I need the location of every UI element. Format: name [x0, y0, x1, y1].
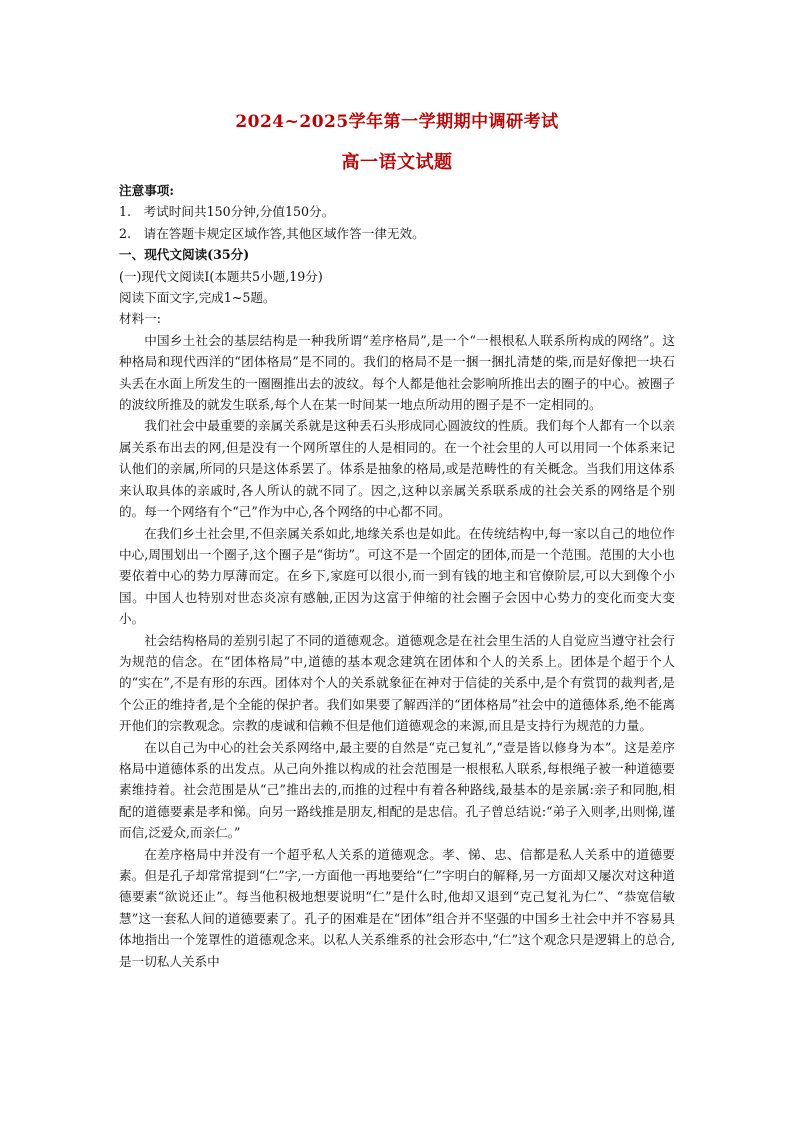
exam-subtitle: 高一语文试题 — [341, 152, 453, 173]
paragraph-2: 我们社会中最重要的亲属关系就是这种丢石头形成同心圆波纹的性质。我们每个人都有一个以亲属关系布出去的网,但是没有一个网所罩住的人是相同的。在一个社会里的人可以用同一个体系来记认他们的亲属,所同的只是这体系罢了。体系是抽象的格局,或是范畴性的有关概念。当我们用这体系来认取具体的亲戚时,各人所认的就不同了。因之,这种以亲属关系联系成的社会关系的网络是个别的。每一个网络有个“己”作为中心,各个网络的中心都不同。 — [119, 418, 675, 520]
notice-heading: 注意事项: — [119, 183, 175, 198]
section-subheading: (一)现代文阅读Ⅰ(本题共5小题,19分) — [119, 268, 323, 284]
reading-instruction: 阅读下面文字,完成1~5题。 — [119, 290, 276, 306]
paragraph-6: 在差序格局中并没有一个超乎私人关系的道德观念。孝、悌、忠、信都是私人关系中的道德要素。但是孔子却常常提到“仁”字,一方面他一再地要给“仁”字明白的解释,另一方面却又屡次对这种道德要素“欲说还止”。每当他积极地想要说明“仁”是什么时,他却又退到“克己复礼为仁”、“恭宽信敏慧”这一套私人间的道德要素了。孔子的困难是在“团体”组合并不坚强的中国乡土社会中并不容易具体地指出一个笼罩性的道德观念来。以私人关系维系的社会形态中,“仁”这个观念只是逻辑上的总合,是一切私人关系中 — [119, 846, 675, 969]
exam-body — [119, 180, 675, 972]
paragraph-5: 在以自己为中心的社会关系网络中,最主要的自然是“克己复礼”,“壹是皆以修身为本”。这是差序格局中道德体系的出发点。从己向外推以构成的社会范围是一根根私人联系,每根绳子被一种道德要素维持着。社会范围是从“己”推出去的,而推的过程中有着各种路线,最基本的是亲属:亲子和同胞,相配的道德要素是孝和悌。向另一路线推是朋友,相配的是忠信。孔子曾总结说:“弟子入则孝,出则悌,谨而信,泛爱众,而亲仁。” — [119, 739, 675, 841]
notice-item-1: 1. 考试时间共150分钟,分值150分。 — [119, 204, 335, 220]
paragraph-3: 在我们乡土社会里,不但亲属关系如此,地缘关系也是如此。在传统结构中,每一家以自己的地位作中心,周围划出一个圈子,这个圈子是“街坊”。可这不是一个固定的团体,而是一个范围。范围的大小也要依着中心的势力厚薄而定。在乡下,家庭可以很小,而一到有钱的地主和官僚阶层,可以大到像个小国。中国人也特别对世态炎凉有感触,正因为这富于伸缩的社会圈子会因中心势力的变化而变大变小。 — [119, 525, 675, 627]
notice-item-2: 2. 请在答题卡规定区域作答,其他区域作答一律无效。 — [119, 225, 425, 241]
exam-title: 2024~2025学年第一学期期中调研考试 — [235, 112, 559, 132]
material-label: 材料一: — [119, 311, 162, 327]
section-heading: 一、现代文阅读(35分) — [119, 247, 250, 263]
paragraph-4: 社会结构格局的差别引起了不同的道德观念。道德观念是在社会里生活的人自觉应当遵守社会行为规范的信念。在“团体格局”中,道德的基本观念建筑在团体和个人的关系上。团体是个超于个人的“实在”,不是有形的东西。团体对个人的关系就象征在神对于信徒的关系中,是个有赏罚的裁判者,是个公正的维持者,是个全能的保护者。我们如果要了解西洋的“团体格局”社会中的道德体系,绝不能离开他们的宗教观念。宗教的虔诚和信赖不但是他们道德观念的来源,而且是支持行为规范的力量。 — [119, 632, 675, 734]
paragraph-1: 中国乡土社会的基层结构是一种我所谓“差序格局”,是一个“一根根私人联系所构成的网络”。这种格局和现代西洋的“团体格局”是不同的。我们的格局不是一捆一捆扎清楚的柴,而是好像把一块石头丢在水面上所发生的一圈圈推出去的波纹。每个人都是他社会影响所推出去的圈子的中心。被圈子的波纹所推及的就发生联系,每个人在某一时间某一地点所动用的圈子是不一定相同的。 — [119, 332, 675, 413]
